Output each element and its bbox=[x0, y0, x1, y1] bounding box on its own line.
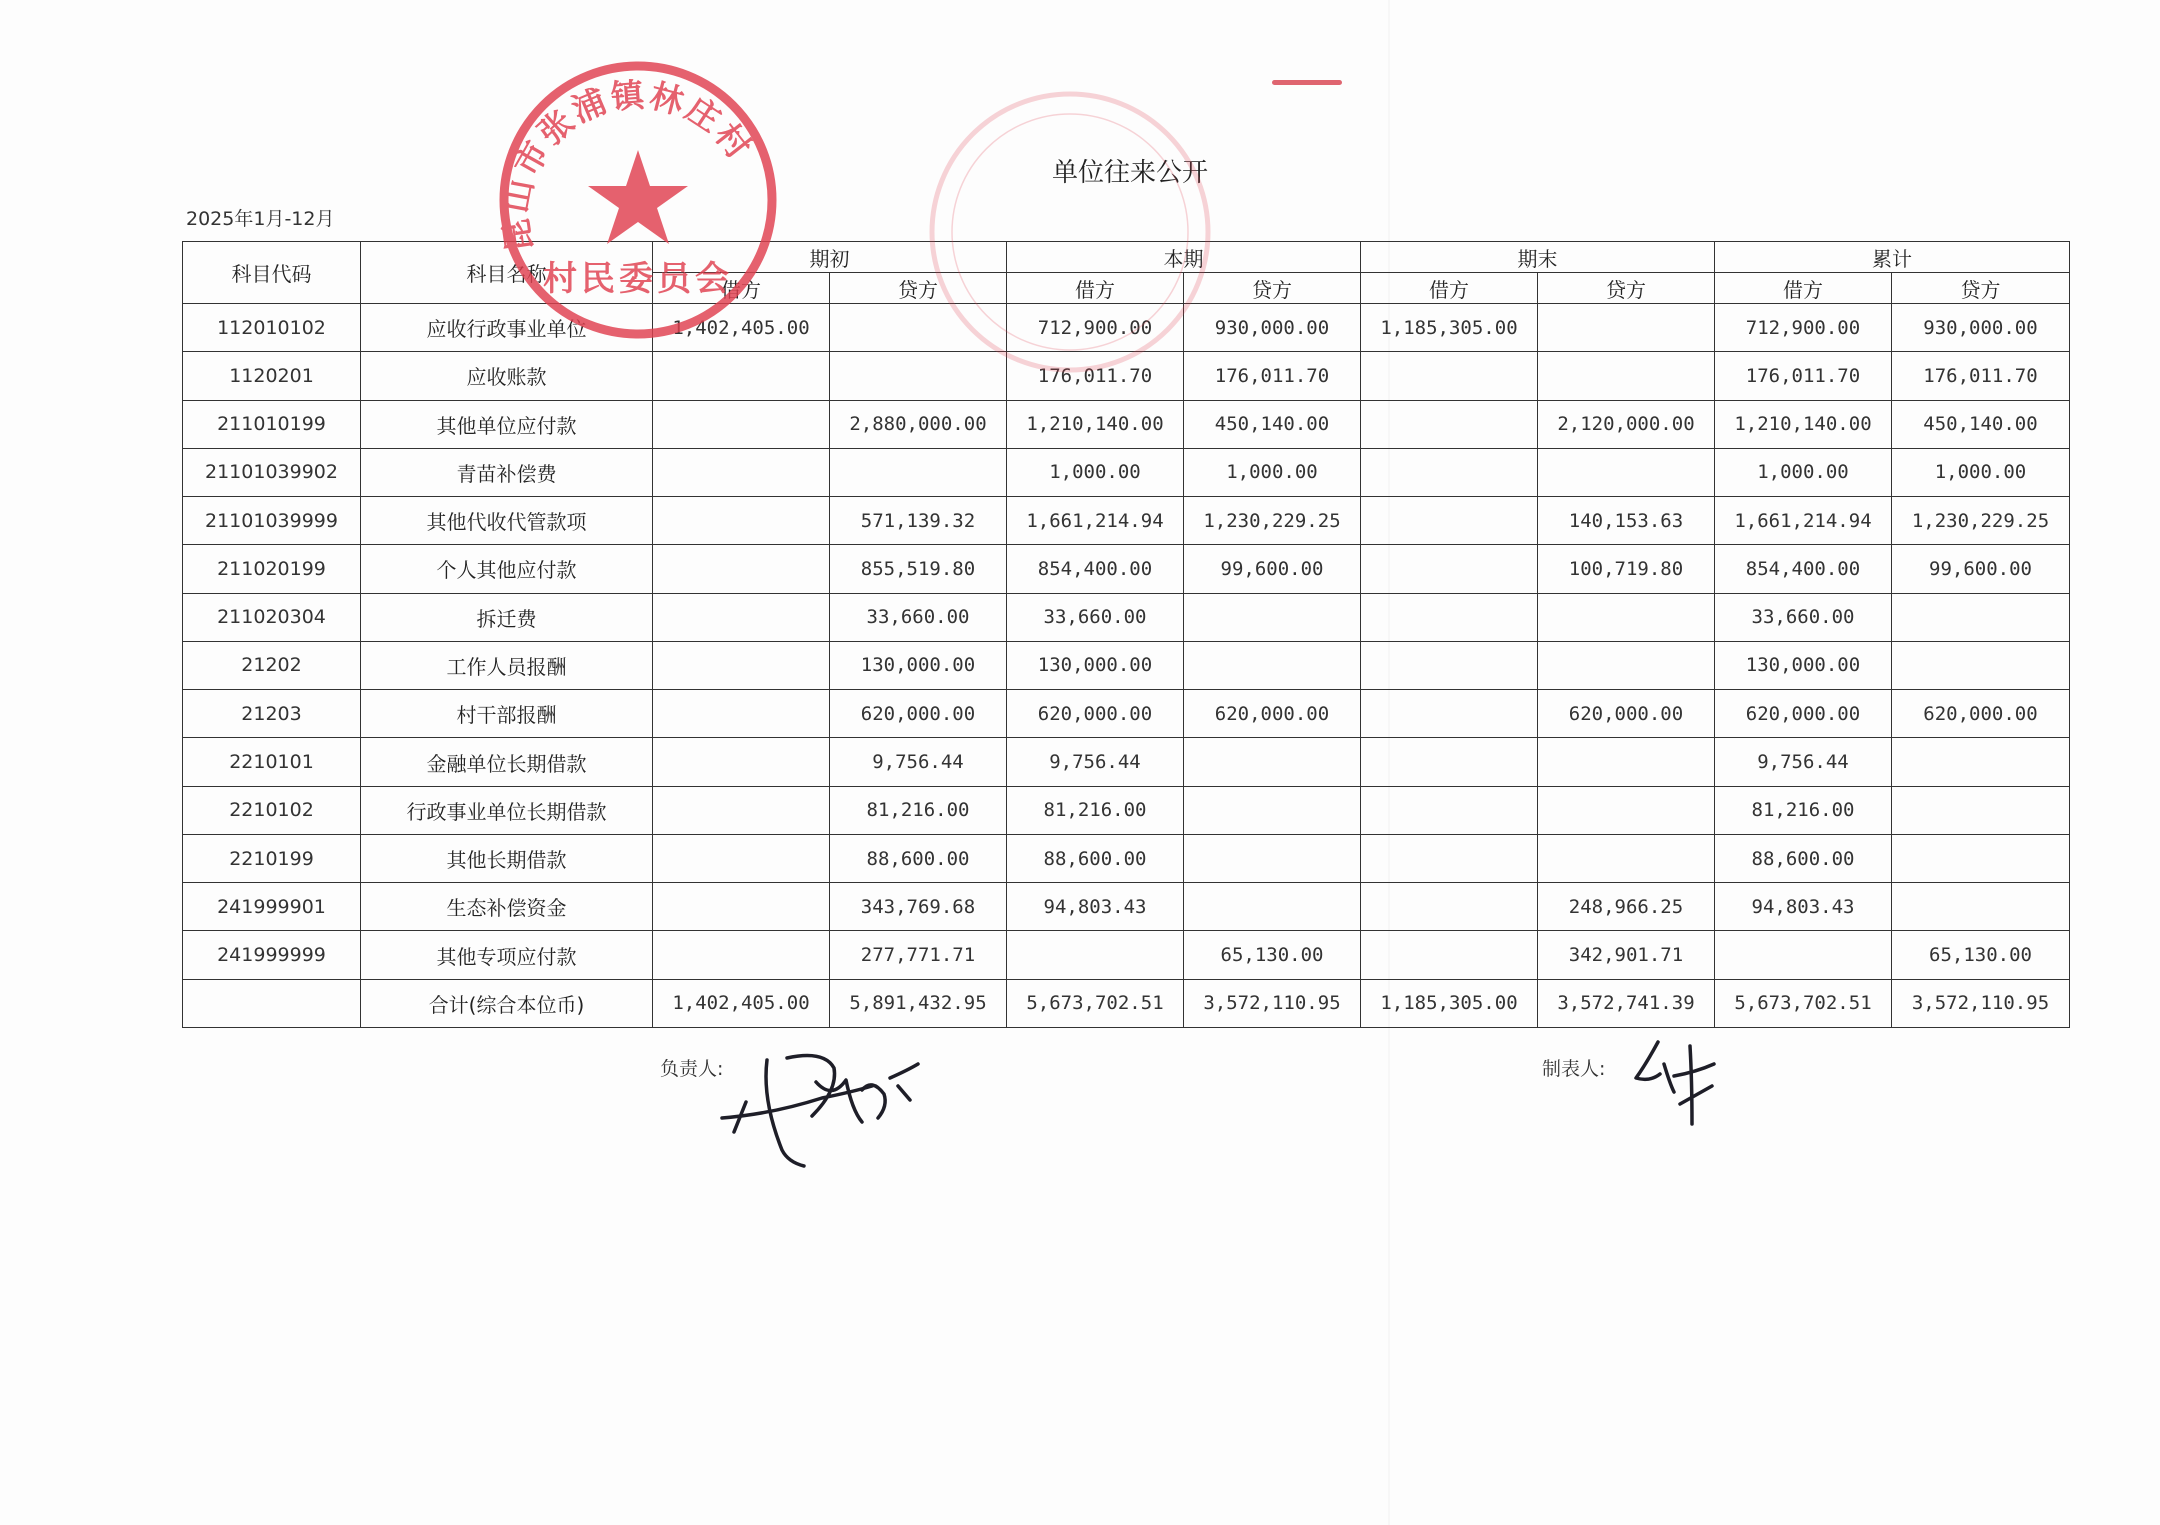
opening-debit-cell: 1,402,405.00 bbox=[653, 304, 830, 352]
opening-debit-cell bbox=[653, 352, 830, 400]
header-name: 科目名称 bbox=[361, 242, 653, 304]
closing-credit-cell: 2,120,000.00 bbox=[1538, 400, 1715, 448]
table-row bbox=[183, 400, 2070, 448]
cumulative-debit-cell: 130,000.00 bbox=[1715, 641, 1892, 689]
header-debit: 借方 bbox=[1715, 273, 1892, 304]
table-row bbox=[183, 690, 2070, 738]
account-name: 行政事业单位长期借款 bbox=[361, 786, 653, 834]
current-debit-cell: 1,661,214.94 bbox=[1007, 497, 1184, 545]
table-row bbox=[183, 786, 2070, 834]
account-code: 21101039999 bbox=[183, 497, 361, 545]
table-row bbox=[183, 931, 2070, 979]
cumulative-credit-cell bbox=[1892, 641, 2070, 689]
account-code: 21101039902 bbox=[183, 448, 361, 496]
opening-credit-cell bbox=[830, 304, 1007, 352]
current-credit-cell bbox=[1184, 593, 1361, 641]
closing-debit-cell bbox=[1361, 883, 1538, 931]
closing-debit-cell: 1,185,305.00 bbox=[1361, 979, 1538, 1027]
current-credit-cell: 65,130.00 bbox=[1184, 931, 1361, 979]
opening-credit-cell: 620,000.00 bbox=[830, 690, 1007, 738]
current-credit-cell: 3,572,110.95 bbox=[1184, 979, 1361, 1027]
account-name: 其他单位应付款 bbox=[361, 400, 653, 448]
closing-credit-cell: 3,572,741.39 bbox=[1538, 979, 1715, 1027]
table-row bbox=[183, 979, 2070, 1027]
closing-credit-cell bbox=[1538, 738, 1715, 786]
closing-debit-cell bbox=[1361, 352, 1538, 400]
opening-credit-cell: 33,660.00 bbox=[830, 593, 1007, 641]
account-code: 21202 bbox=[183, 641, 361, 689]
opening-credit-cell: 9,756.44 bbox=[830, 738, 1007, 786]
account-name: 金融单位长期借款 bbox=[361, 738, 653, 786]
cumulative-credit-cell: 1,000.00 bbox=[1892, 448, 2070, 496]
opening-credit-cell bbox=[830, 448, 1007, 496]
current-credit-cell: 450,140.00 bbox=[1184, 400, 1361, 448]
table-row bbox=[183, 834, 2070, 882]
account-code: 1120201 bbox=[183, 352, 361, 400]
document-title: 单位往来公开 bbox=[1051, 158, 1208, 188]
account-name: 应收行政事业单位 bbox=[361, 304, 653, 352]
header-credit: 贷方 bbox=[1892, 273, 2070, 304]
current-credit-cell: 620,000.00 bbox=[1184, 690, 1361, 738]
svg-text:村民委员会: 村民委员会 bbox=[543, 259, 733, 299]
current-debit-cell: 9,756.44 bbox=[1007, 738, 1184, 786]
opening-debit-cell bbox=[653, 738, 830, 786]
opening-credit-cell: 2,880,000.00 bbox=[830, 400, 1007, 448]
account-name: 村干部报酬 bbox=[361, 690, 653, 738]
current-debit-cell: 33,660.00 bbox=[1007, 593, 1184, 641]
table-row bbox=[183, 738, 2070, 786]
table-row bbox=[183, 304, 2070, 352]
header-debit: 借方 bbox=[653, 273, 830, 304]
closing-debit-cell bbox=[1361, 931, 1538, 979]
closing-credit-cell bbox=[1538, 786, 1715, 834]
opening-credit-cell: 571,139.32 bbox=[830, 497, 1007, 545]
account-code: 2210102 bbox=[183, 786, 361, 834]
opening-credit-cell: 88,600.00 bbox=[830, 834, 1007, 882]
opening-debit-cell: 1,402,405.00 bbox=[653, 979, 830, 1027]
cumulative-credit-cell: 65,130.00 bbox=[1892, 931, 2070, 979]
preparer-signature bbox=[1630, 1034, 1730, 1134]
table-row bbox=[183, 641, 2070, 689]
table-row bbox=[183, 545, 2070, 593]
cumulative-debit-cell: 94,803.43 bbox=[1715, 883, 1892, 931]
opening-debit-cell bbox=[653, 883, 830, 931]
account-code bbox=[183, 979, 361, 1027]
closing-credit-cell bbox=[1538, 593, 1715, 641]
cumulative-debit-cell: 712,900.00 bbox=[1715, 304, 1892, 352]
current-debit-cell: 176,011.70 bbox=[1007, 352, 1184, 400]
current-credit-cell bbox=[1184, 738, 1361, 786]
current-credit-cell bbox=[1184, 834, 1361, 882]
account-code: 2210101 bbox=[183, 738, 361, 786]
closing-credit-cell: 140,153.63 bbox=[1538, 497, 1715, 545]
cumulative-debit-cell: 1,000.00 bbox=[1715, 448, 1892, 496]
account-name: 青苗补偿费 bbox=[361, 448, 653, 496]
opening-debit-cell bbox=[653, 641, 830, 689]
current-debit-cell: 712,900.00 bbox=[1007, 304, 1184, 352]
cumulative-credit-cell: 3,572,110.95 bbox=[1892, 979, 2070, 1027]
preparer-label: 制表人: bbox=[1542, 1058, 1606, 1080]
ledger-body bbox=[183, 304, 2070, 1028]
closing-debit-cell bbox=[1361, 593, 1538, 641]
account-name: 其他专项应付款 bbox=[361, 931, 653, 979]
responsible-label: 负责人: bbox=[660, 1058, 724, 1080]
cumulative-credit-cell bbox=[1892, 883, 2070, 931]
header-credit: 贷方 bbox=[830, 273, 1007, 304]
account-code: 112010102 bbox=[183, 304, 361, 352]
closing-credit-cell: 620,000.00 bbox=[1538, 690, 1715, 738]
current-debit-cell: 1,000.00 bbox=[1007, 448, 1184, 496]
closing-credit-cell: 248,966.25 bbox=[1538, 883, 1715, 931]
current-credit-cell: 930,000.00 bbox=[1184, 304, 1361, 352]
cumulative-credit-cell: 450,140.00 bbox=[1892, 400, 2070, 448]
account-code: 211010199 bbox=[183, 400, 361, 448]
cumulative-credit-cell: 930,000.00 bbox=[1892, 304, 2070, 352]
cumulative-debit-cell: 1,661,214.94 bbox=[1715, 497, 1892, 545]
header-debit: 借方 bbox=[1361, 273, 1538, 304]
account-name: 个人其他应付款 bbox=[361, 545, 653, 593]
header-credit: 贷方 bbox=[1184, 273, 1361, 304]
header-debit: 借方 bbox=[1007, 273, 1184, 304]
closing-credit-cell bbox=[1538, 352, 1715, 400]
table-row bbox=[183, 352, 2070, 400]
account-name: 工作人员报酬 bbox=[361, 641, 653, 689]
cumulative-debit-cell: 1,210,140.00 bbox=[1715, 400, 1892, 448]
red-mark bbox=[1272, 80, 1342, 85]
table-row bbox=[183, 593, 2070, 641]
current-debit-cell: 5,673,702.51 bbox=[1007, 979, 1184, 1027]
closing-debit-cell bbox=[1361, 738, 1538, 786]
opening-debit-cell bbox=[653, 834, 830, 882]
account-code: 21203 bbox=[183, 690, 361, 738]
opening-debit-cell bbox=[653, 400, 830, 448]
account-name: 其他长期借款 bbox=[361, 834, 653, 882]
table-row bbox=[183, 497, 2070, 545]
current-debit-cell: 81,216.00 bbox=[1007, 786, 1184, 834]
opening-debit-cell bbox=[653, 931, 830, 979]
opening-credit-cell: 277,771.71 bbox=[830, 931, 1007, 979]
header-code: 科目代码 bbox=[183, 242, 361, 304]
current-debit-cell: 854,400.00 bbox=[1007, 545, 1184, 593]
cumulative-credit-cell: 620,000.00 bbox=[1892, 690, 2070, 738]
table-row bbox=[183, 883, 2070, 931]
cumulative-debit-cell: 176,011.70 bbox=[1715, 352, 1892, 400]
cumulative-debit-cell bbox=[1715, 931, 1892, 979]
cumulative-credit-cell: 1,230,229.25 bbox=[1892, 497, 2070, 545]
opening-debit-cell bbox=[653, 497, 830, 545]
account-code: 241999901 bbox=[183, 883, 361, 931]
opening-credit-cell bbox=[830, 352, 1007, 400]
account-name: 应收账款 bbox=[361, 352, 653, 400]
opening-credit-cell: 130,000.00 bbox=[830, 641, 1007, 689]
current-debit-cell bbox=[1007, 931, 1184, 979]
closing-credit-cell bbox=[1538, 304, 1715, 352]
account-code: 241999999 bbox=[183, 931, 361, 979]
current-credit-cell: 1,230,229.25 bbox=[1184, 497, 1361, 545]
current-credit-cell: 176,011.70 bbox=[1184, 352, 1361, 400]
closing-debit-cell bbox=[1361, 448, 1538, 496]
opening-debit-cell bbox=[653, 545, 830, 593]
closing-debit-cell bbox=[1361, 545, 1538, 593]
current-credit-cell: 99,600.00 bbox=[1184, 545, 1361, 593]
current-credit-cell bbox=[1184, 786, 1361, 834]
svg-text:昆山市张浦镇林庄村: 昆山市张浦镇林庄村 bbox=[496, 74, 761, 255]
current-debit-cell: 88,600.00 bbox=[1007, 834, 1184, 882]
account-name: 其他代收代管款项 bbox=[361, 497, 653, 545]
opening-credit-cell: 343,769.68 bbox=[830, 883, 1007, 931]
closing-debit-cell bbox=[1361, 641, 1538, 689]
opening-debit-cell bbox=[653, 786, 830, 834]
cumulative-debit-cell: 88,600.00 bbox=[1715, 834, 1892, 882]
cumulative-credit-cell bbox=[1892, 593, 2070, 641]
cumulative-debit-cell: 854,400.00 bbox=[1715, 545, 1892, 593]
opening-debit-cell bbox=[653, 690, 830, 738]
closing-debit-cell bbox=[1361, 400, 1538, 448]
opening-credit-cell: 5,891,432.95 bbox=[830, 979, 1007, 1027]
current-credit-cell: 1,000.00 bbox=[1184, 448, 1361, 496]
opening-credit-cell: 81,216.00 bbox=[830, 786, 1007, 834]
opening-debit-cell bbox=[653, 448, 830, 496]
header-credit: 贷方 bbox=[1538, 273, 1715, 304]
closing-credit-cell: 342,901.71 bbox=[1538, 931, 1715, 979]
closing-debit-cell bbox=[1361, 690, 1538, 738]
account-name: 生态补偿资金 bbox=[361, 883, 653, 931]
cumulative-debit-cell: 33,660.00 bbox=[1715, 593, 1892, 641]
header-group-closing: 期末 bbox=[1361, 242, 1715, 273]
cumulative-debit-cell: 5,673,702.51 bbox=[1715, 979, 1892, 1027]
current-credit-cell bbox=[1184, 641, 1361, 689]
cumulative-credit-cell bbox=[1892, 738, 2070, 786]
current-debit-cell: 130,000.00 bbox=[1007, 641, 1184, 689]
table-row bbox=[183, 448, 2070, 496]
account-code: 211020199 bbox=[183, 545, 361, 593]
report-period: 2025年1月-12月 bbox=[186, 208, 335, 230]
responsible-signature bbox=[712, 1040, 932, 1170]
cumulative-credit-cell bbox=[1892, 786, 2070, 834]
closing-debit-cell bbox=[1361, 497, 1538, 545]
closing-debit-cell bbox=[1361, 834, 1538, 882]
cumulative-debit-cell: 81,216.00 bbox=[1715, 786, 1892, 834]
opening-debit-cell bbox=[653, 593, 830, 641]
closing-debit-cell: 1,185,305.00 bbox=[1361, 304, 1538, 352]
account-code: 211020304 bbox=[183, 593, 361, 641]
cumulative-debit-cell: 620,000.00 bbox=[1715, 690, 1892, 738]
current-debit-cell: 94,803.43 bbox=[1007, 883, 1184, 931]
cumulative-credit-cell bbox=[1892, 834, 2070, 882]
header-group-opening: 期初 bbox=[653, 242, 1007, 273]
current-debit-cell: 620,000.00 bbox=[1007, 690, 1184, 738]
cumulative-debit-cell: 9,756.44 bbox=[1715, 738, 1892, 786]
closing-credit-cell bbox=[1538, 834, 1715, 882]
closing-credit-cell bbox=[1538, 641, 1715, 689]
cumulative-credit-cell: 176,011.70 bbox=[1892, 352, 2070, 400]
account-name: 合计(综合本位币) bbox=[361, 979, 653, 1027]
account-code: 2210199 bbox=[183, 834, 361, 882]
account-name: 拆迁费 bbox=[361, 593, 653, 641]
current-credit-cell bbox=[1184, 883, 1361, 931]
closing-debit-cell bbox=[1361, 786, 1538, 834]
closing-credit-cell bbox=[1538, 448, 1715, 496]
current-debit-cell: 1,210,140.00 bbox=[1007, 400, 1184, 448]
header-group-current: 本期 bbox=[1007, 242, 1361, 273]
closing-credit-cell: 100,719.80 bbox=[1538, 545, 1715, 593]
header-group-cumulative: 累计 bbox=[1715, 242, 2070, 273]
ledger-table bbox=[182, 241, 2070, 1028]
cumulative-credit-cell: 99,600.00 bbox=[1892, 545, 2070, 593]
opening-credit-cell: 855,519.80 bbox=[830, 545, 1007, 593]
